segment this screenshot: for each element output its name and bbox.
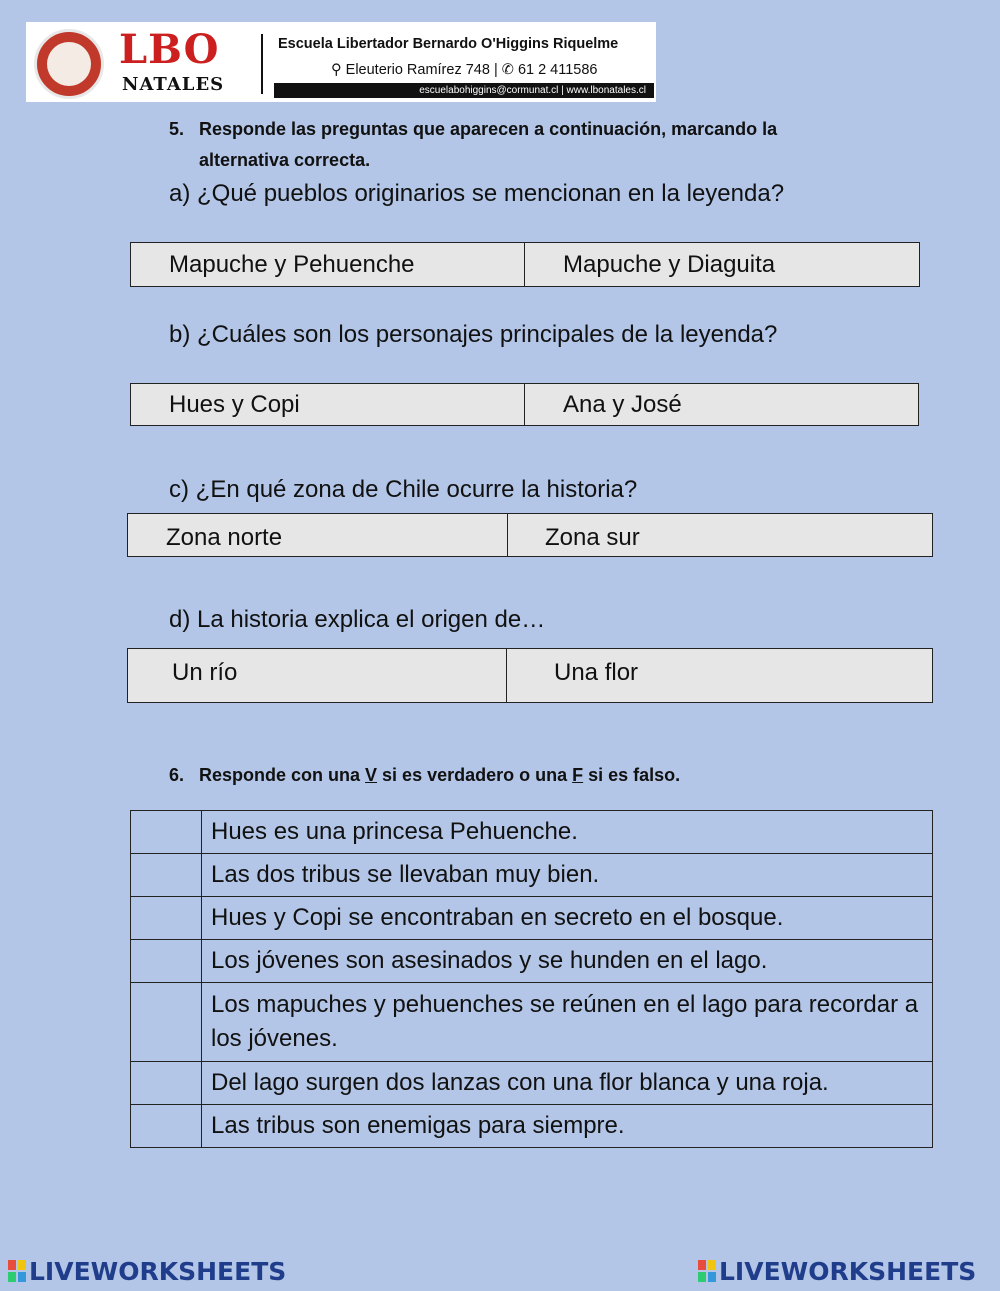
section-5-title [169,114,889,176]
tf-answer-box-1[interactable] [131,811,202,854]
phone-text: 61 2 411586 [517,62,598,78]
location-pin-icon: ⚲ [331,62,342,78]
v-letter: V [365,765,378,785]
question-b: b) ¿Cuáles son los personajes principales de la leyenda? [169,321,778,348]
tf-statement-5: Los mapuches y pehuenches se reúnen en el lago para recordar a los jóvenes. [202,983,933,1062]
tf-answer-box-5[interactable] [131,983,202,1062]
true-false-table [130,810,933,1148]
option-c2[interactable]: Zona sur [508,514,933,557]
tf-row [131,1062,933,1105]
footer-brand-left: LIVEWORKSHEETS [8,1257,286,1286]
tf-answer-box-4[interactable] [131,940,202,983]
school-name: Escuela Libertador Bernardo O'Higgins Riquelme [278,36,619,52]
option-b1[interactable]: Hues y Copi [131,384,525,426]
phone-icon: ✆ [501,62,514,78]
section-5-title-line1: Responde las preguntas que aparecen a continuación, marcando la [199,119,778,139]
tf-row [131,897,933,940]
option-c1[interactable]: Zona norte [128,514,508,557]
footer-brand-right: LIVEWORKSHEETS [698,1257,976,1286]
school-header [26,22,656,102]
header-divider [261,34,263,94]
tf-statement-2: Las dos tribus se llevaban muy bien. [202,854,933,897]
section-5-number: 5. [169,119,185,139]
tf-answer-box-6[interactable] [131,1062,202,1105]
option-d2[interactable]: Una flor [507,649,933,703]
tf-row [131,811,933,854]
section-6-title: 6. Responde con una V si es verdadero o una F si es falso. [169,760,680,791]
section-5-title-line2: alternativa correcta. [199,150,371,170]
address-text: Eleuterio Ramírez 748 | [345,62,502,78]
tf-statement-1: Hues es una princesa Pehuenche. [202,811,933,854]
liveworksheets-icon [698,1260,716,1282]
tf-answer-box-2[interactable] [131,854,202,897]
tf-row [131,940,933,983]
section-6-number: 6. [169,765,185,785]
option-b2[interactable]: Ana y José [525,384,919,426]
question-a: a) ¿Qué pueblos originarios se mencionan en la leyenda? [169,180,785,207]
options-d [127,648,933,703]
school-seal-icon [34,29,104,99]
contact-bar: escuelabohiggins@cormunat.cl | www.lbonatales.cl [274,83,654,98]
school-address [331,62,598,78]
question-d: d) La historia explica el origen de… [169,606,546,633]
logo-natales: NATALES [122,74,225,95]
options-c [127,513,933,557]
tf-statement-4: Los jóvenes son asesinados y se hunden en el lago. [202,940,933,983]
tf-answer-box-3[interactable] [131,897,202,940]
tf-row [131,854,933,897]
f-letter: F [572,765,584,785]
tf-statement-7: Las tribus son enemigas para siempre. [202,1105,933,1148]
option-d1[interactable]: Un río [128,649,507,703]
liveworksheets-icon [8,1260,26,1282]
logo-lbo: LBO [119,26,220,73]
option-a2[interactable]: Mapuche y Diaguita [525,243,920,287]
tf-statement-3: Hues y Copi se encontraban en secreto en el bosque. [202,897,933,940]
question-c: c) ¿En qué zona de Chile ocurre la historia? [169,476,638,503]
tf-row [131,1105,933,1148]
tf-statement-6: Del lago surgen dos lanzas con una flor blanca y una roja. [202,1062,933,1105]
option-a1[interactable]: Mapuche y Pehuenche [131,243,525,287]
options-a [130,242,920,287]
options-b [130,383,919,426]
tf-answer-box-7[interactable] [131,1105,202,1148]
tf-row [131,983,933,1062]
